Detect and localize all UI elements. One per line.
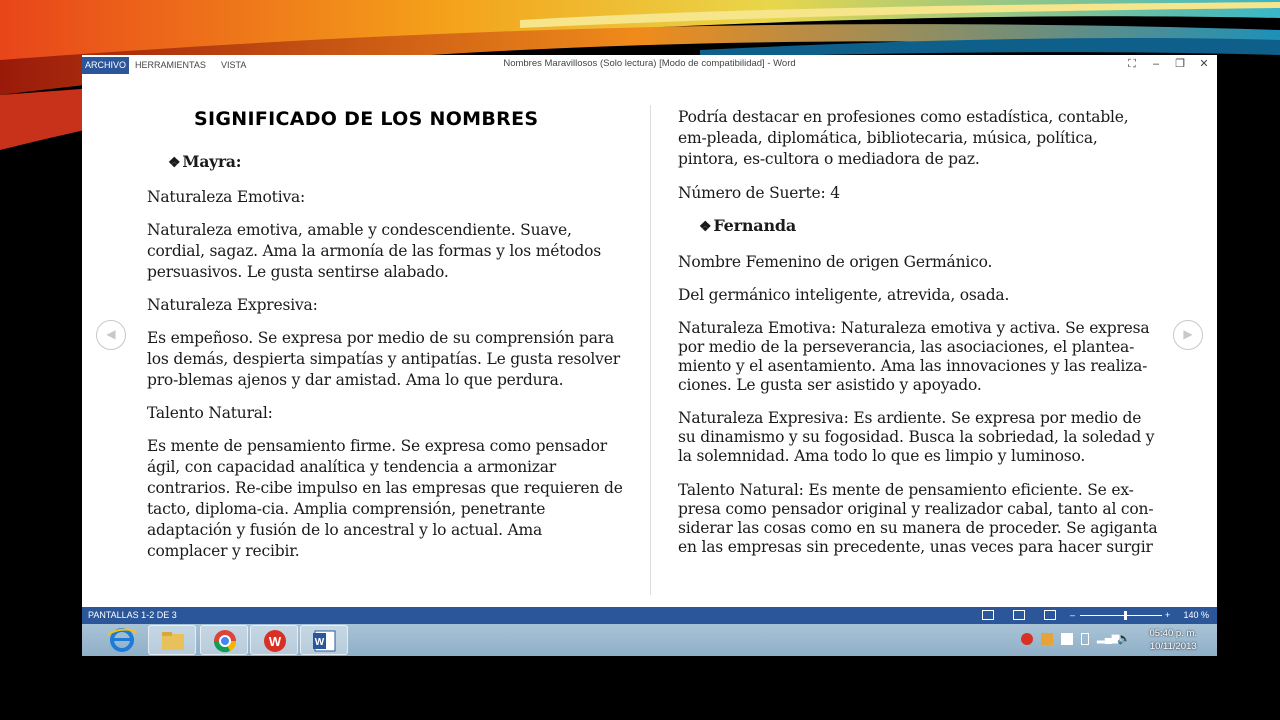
clock-time: 05:40 p. m. — [1149, 628, 1197, 639]
security-tray-icon[interactable] — [1041, 633, 1053, 645]
svg-text:W: W — [268, 634, 282, 649]
internet-explorer-icon[interactable] — [98, 625, 146, 655]
page-count: PANTALLAS 1-2 DE 3 — [88, 610, 177, 620]
taskbar — [82, 624, 1217, 656]
name-heading-fernanda — [699, 215, 796, 238]
web-layout-icon[interactable] — [1044, 610, 1056, 620]
paragraph: Naturaleza Emotiva: — [147, 188, 306, 206]
volume-icon[interactable]: 🔈 — [1117, 633, 1131, 645]
file-explorer-icon[interactable] — [148, 625, 196, 655]
menu-vista[interactable]: VISTA — [221, 60, 247, 70]
paragraph: Talento Natural: — [147, 404, 273, 422]
close-button[interactable]: ✕ — [1199, 58, 1209, 70]
name-label: Mayra: — [182, 152, 242, 171]
paragraph: Talento Natural: Es mente de pensamiento eficiente. Se ex-presa como pensador original y realizador cabal, tanto al con-siderar las cosas como en su manera de proceder. Se agiganta en las empresas sin precedente, unas veces para hacer surgir — [678, 481, 1158, 556]
paragraph: Es mente de pensamiento firme. Se expresa como pensador ágil, con capacidad analítica y tendencia a armonizar contrarios. Re-cibe impulso en las empresas que requieren de tacto, diploma-cia. Amplia comprensión, penetrante adaptación y fusión de lo ancestral y lo actual. Ama complacer y recibir. — [147, 437, 623, 560]
page-divider — [650, 105, 651, 595]
fullscreen-icon[interactable]: ⛶ — [1128, 58, 1136, 70]
diamond-bullet-icon: ❖ — [168, 155, 181, 171]
zoom-out-button[interactable]: – — [1070, 610, 1076, 620]
zoom-slider-thumb[interactable] — [1124, 611, 1127, 620]
name-label: Fernanda — [713, 216, 797, 235]
restore-button[interactable]: ❐ — [1175, 58, 1185, 70]
zoom-in-button[interactable]: + — [1165, 610, 1171, 620]
minimize-button[interactable]: – — [1152, 58, 1160, 70]
word-window — [82, 55, 1217, 625]
previous-page-icon[interactable]: ◀ — [96, 320, 126, 350]
system-tray — [1017, 624, 1131, 656]
paragraph: Es empeñoso. Se expresa por medio de su comprensión para los demás, despierta simpatías y antipatías. Le gusta resolver pro-blemas ajenos y dar amistad. Ama lo que perdura. — [147, 329, 620, 389]
wps-icon[interactable] — [250, 625, 298, 655]
battery-icon[interactable] — [1081, 633, 1089, 645]
paragraph: Nombre Femenino de origen Germánico. — [678, 253, 993, 271]
word-icon[interactable] — [300, 625, 348, 655]
next-page-icon[interactable]: ▶ — [1173, 320, 1203, 350]
document-heading: SIGNIFICADO DE LOS NOMBRES — [194, 108, 539, 130]
paragraph: Naturaleza Emotiva: Naturaleza emotiva y activa. Se expresa por medio de la perseverancia, las asociaciones, el plantea-miento y el asentamiento. Ama las innovaciones y las realiza-ciones. Le gusta ser asistido y apoyado. — [678, 319, 1150, 394]
wps-tray-icon[interactable] — [1021, 633, 1033, 645]
document-view — [82, 75, 1217, 607]
diamond-bullet-icon: ❖ — [699, 219, 712, 235]
paragraph: Número de Suerte: 4 — [678, 184, 840, 202]
paragraph: Del germánico inteligente, atrevida, osada. — [678, 286, 1010, 304]
paragraph: Naturaleza emotiva, amable y condescendiente. Suave, cordial, sagaz. Ama la armonía de las formas y los métodos persuasivos. Le gusta sentirse alabado. — [147, 221, 601, 281]
zoom-level[interactable]: 140 % — [1183, 610, 1209, 620]
read-mode-icon[interactable] — [982, 610, 994, 620]
zoom-slider[interactable] — [1080, 615, 1162, 616]
menu-herramientas[interactable]: HERRAMIENTAS — [135, 60, 206, 70]
name-heading-mayra — [168, 151, 241, 174]
svg-text:W: W — [314, 637, 325, 648]
print-layout-icon[interactable] — [1013, 610, 1025, 620]
clock-date: 10/11/2013 — [1149, 641, 1197, 652]
paragraph: Podría destacar en profesiones como estadística, contable, em-pleada, diplomática, bibliotecaria, música, política, pintora, es-cultora o mediadora de paz. — [678, 108, 1129, 168]
status-bar — [82, 607, 1217, 624]
chrome-icon[interactable] — [200, 625, 248, 655]
paragraph: Naturaleza Expresiva: — [147, 296, 318, 314]
signal-icon[interactable]: ▂▄▆ — [1097, 633, 1120, 644]
window-title: Nombres Maravillosos (Solo lectura) [Modo de compatibilidad] - Word — [503, 58, 796, 69]
menu-archivo[interactable]: ARCHIVO — [82, 57, 129, 74]
clock[interactable] — [1149, 627, 1197, 653]
paragraph: Naturaleza Expresiva: Es ardiente. Se expresa por medio de su dinamismo y su fogosidad. Busca la sobriedad, la soledad y la solemnidad. Ama todo lo que es limpio y luminoso. — [678, 409, 1155, 465]
title-bar — [82, 55, 1217, 75]
flag-tray-icon[interactable] — [1061, 633, 1073, 645]
